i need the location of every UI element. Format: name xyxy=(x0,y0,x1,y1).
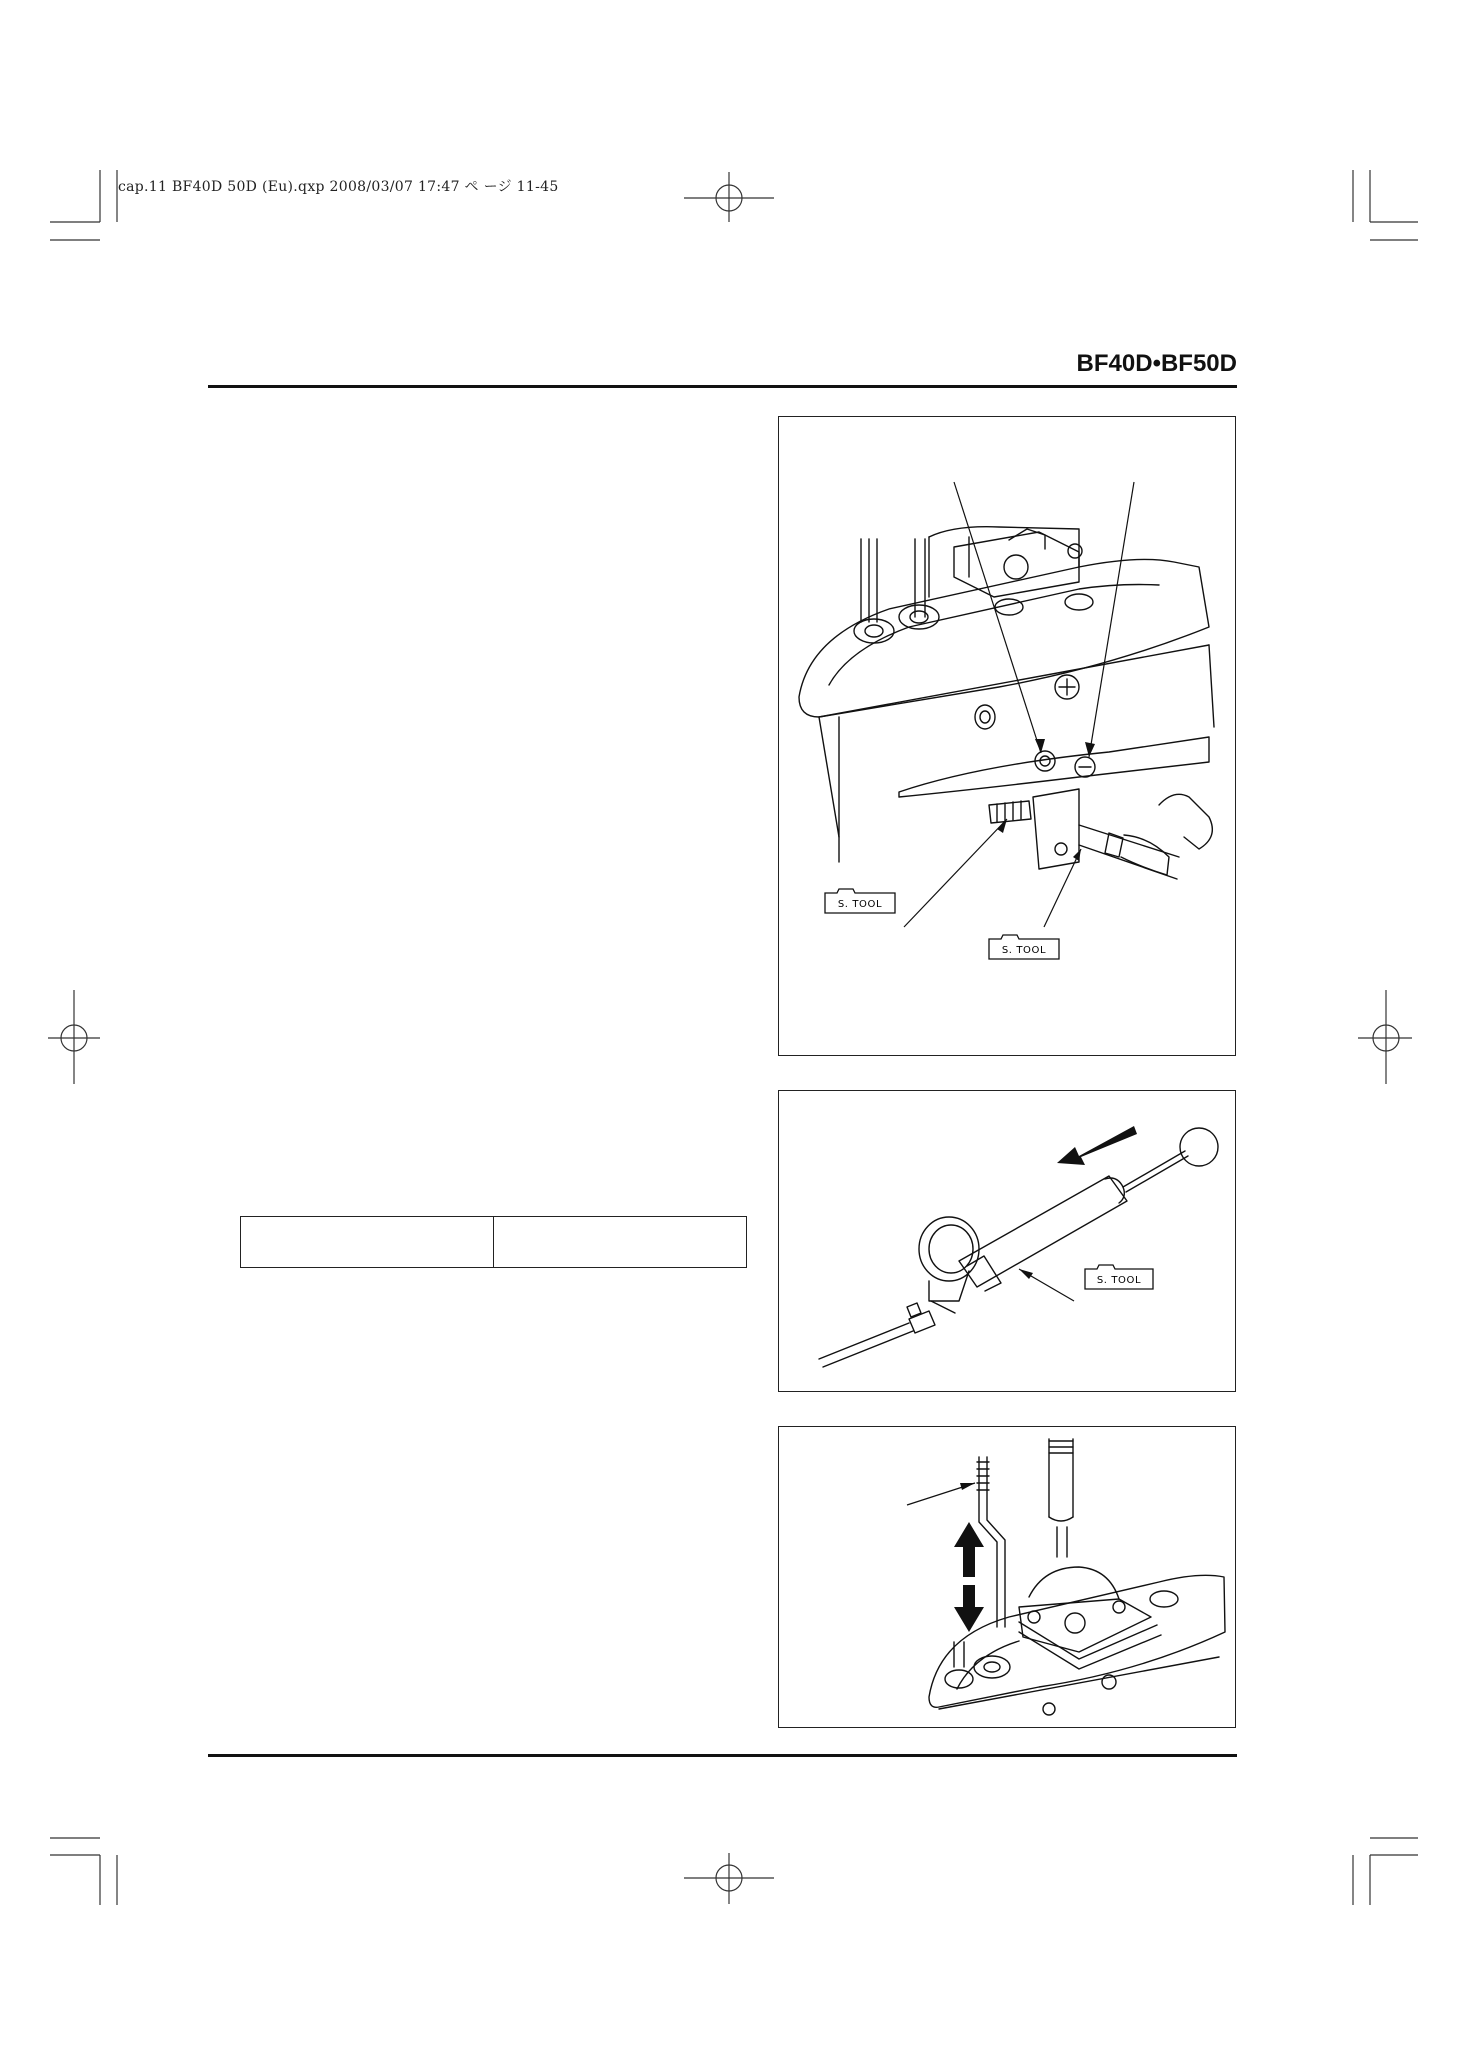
special-tool-label: S. TOOL xyxy=(1096,1275,1142,1286)
special-tool-tag xyxy=(1085,1265,1153,1289)
lower-unit-illustration xyxy=(779,417,1235,1055)
pull-direction-arrow xyxy=(1057,1126,1137,1165)
spec-table-cell xyxy=(493,1217,746,1267)
special-tool-tag xyxy=(989,935,1059,959)
figure-lower-unit-pressure-test xyxy=(778,416,1236,1056)
up-down-arrow xyxy=(954,1522,984,1632)
spec-table xyxy=(240,1216,747,1268)
special-tool-tag xyxy=(825,889,895,913)
pressure-tester-illustration xyxy=(779,1091,1235,1391)
print-slug: cap.11 BF40D 50D (Eu).qxp 2008/03/07 17:47 ペ ージ 11-45 xyxy=(118,179,559,195)
header-rule xyxy=(208,385,1237,388)
figure-shift-rod xyxy=(778,1426,1236,1728)
shift-rod-illustration xyxy=(779,1427,1235,1727)
special-tool-label: S. TOOL xyxy=(1001,945,1047,956)
figure-pressure-tester xyxy=(778,1090,1236,1392)
model-title: BF40D•BF50D xyxy=(1076,350,1237,377)
footer-rule xyxy=(208,1754,1237,1757)
spec-table-cell xyxy=(241,1217,493,1267)
special-tool-label: S. TOOL xyxy=(837,899,883,910)
